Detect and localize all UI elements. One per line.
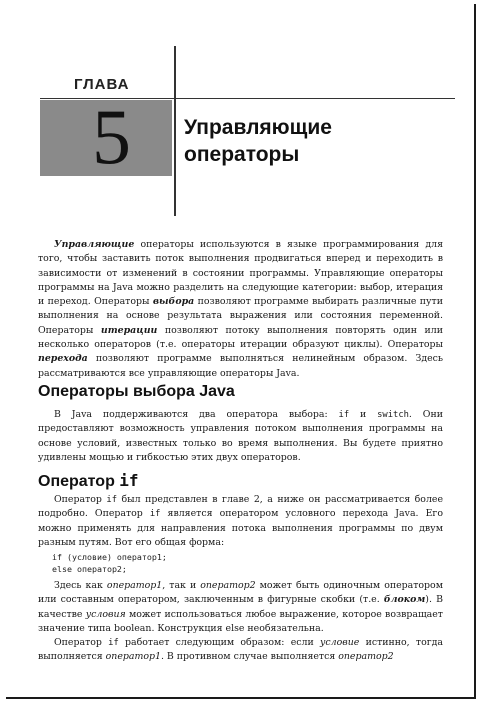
chapter-title-line1: Управляющие bbox=[184, 116, 332, 139]
if-paragraph-1: Оператор if был представлен в главе 2, а ниже он рассматривается более подробно. Оператор if является оператором условного перехода Java. Его можно применять для направления потока выполнения программы по двум разным путям. Вот его общая форма: bbox=[38, 494, 443, 548]
term-selection: выбора bbox=[152, 296, 195, 308]
chapter-title-line2: операторы bbox=[184, 143, 300, 166]
selection-paragraph: В Java поддерживаются два оператора выбора: if и switch. Они предоставляют возможность управления потоком выполнения программы на основе условий, известных только во время выполнения. Вы будете приятно удивлены мощью и гибкостью этих двух операторов. bbox=[38, 409, 443, 463]
intro-paragraph: Управляющие операторы используются в языке программирования для того, чтобы заставить поток выполнения продвигаться вперед и переходить в зависимости от изменений в состоянии программы. Управляющие операторы программы на Java можно разделить на следующие категории: выбор, итерация и переход. Операторы выбора позволяют программе выбирать различные пути выполнения на основе результата выражения или состояния переменной. Операторы итерации позволяют потоку выполнения повторять один или несколько операторов (т.е. операторы итерации образуют циклы). Операторы перехода позволяют программе выполняться нелинейным образом. Здесь рассматриваются все управляющие операторы Java. bbox=[38, 239, 443, 379]
chapter-vertical-rule bbox=[174, 46, 176, 216]
chapter-label: ГЛАВА bbox=[74, 76, 130, 93]
section-heading-selection: Операторы выбора Java bbox=[38, 383, 235, 400]
chapter-number: 5 bbox=[92, 93, 131, 180]
term-control: Управляющие bbox=[54, 239, 135, 250]
code-line: else оператор2; bbox=[52, 564, 127, 574]
if-paragraph-2: Здесь как оператор1, так и оператор2 может быть одиночным оператором или составным оператором, заключенным в фигурные скобки (т.е. блоком). В качестве условия может использоваться любое выражение, которое возвращает значение типа boolean. Конструкция else необязательна. bbox=[38, 580, 443, 634]
term-iteration: итерации bbox=[100, 324, 158, 336]
if-paragraph-3: Оператор if работает следующим образом: если условие истинно, тогда выполняется оператор1. В противном случае выполняется оператор2 bbox=[38, 637, 444, 663]
chapter-title bbox=[184, 114, 332, 168]
code-line: if (условие) оператор1; bbox=[52, 552, 167, 562]
term-jump: перехода bbox=[38, 353, 88, 365]
section-heading-if: Оператор if bbox=[38, 471, 139, 490]
code-block bbox=[52, 551, 167, 575]
